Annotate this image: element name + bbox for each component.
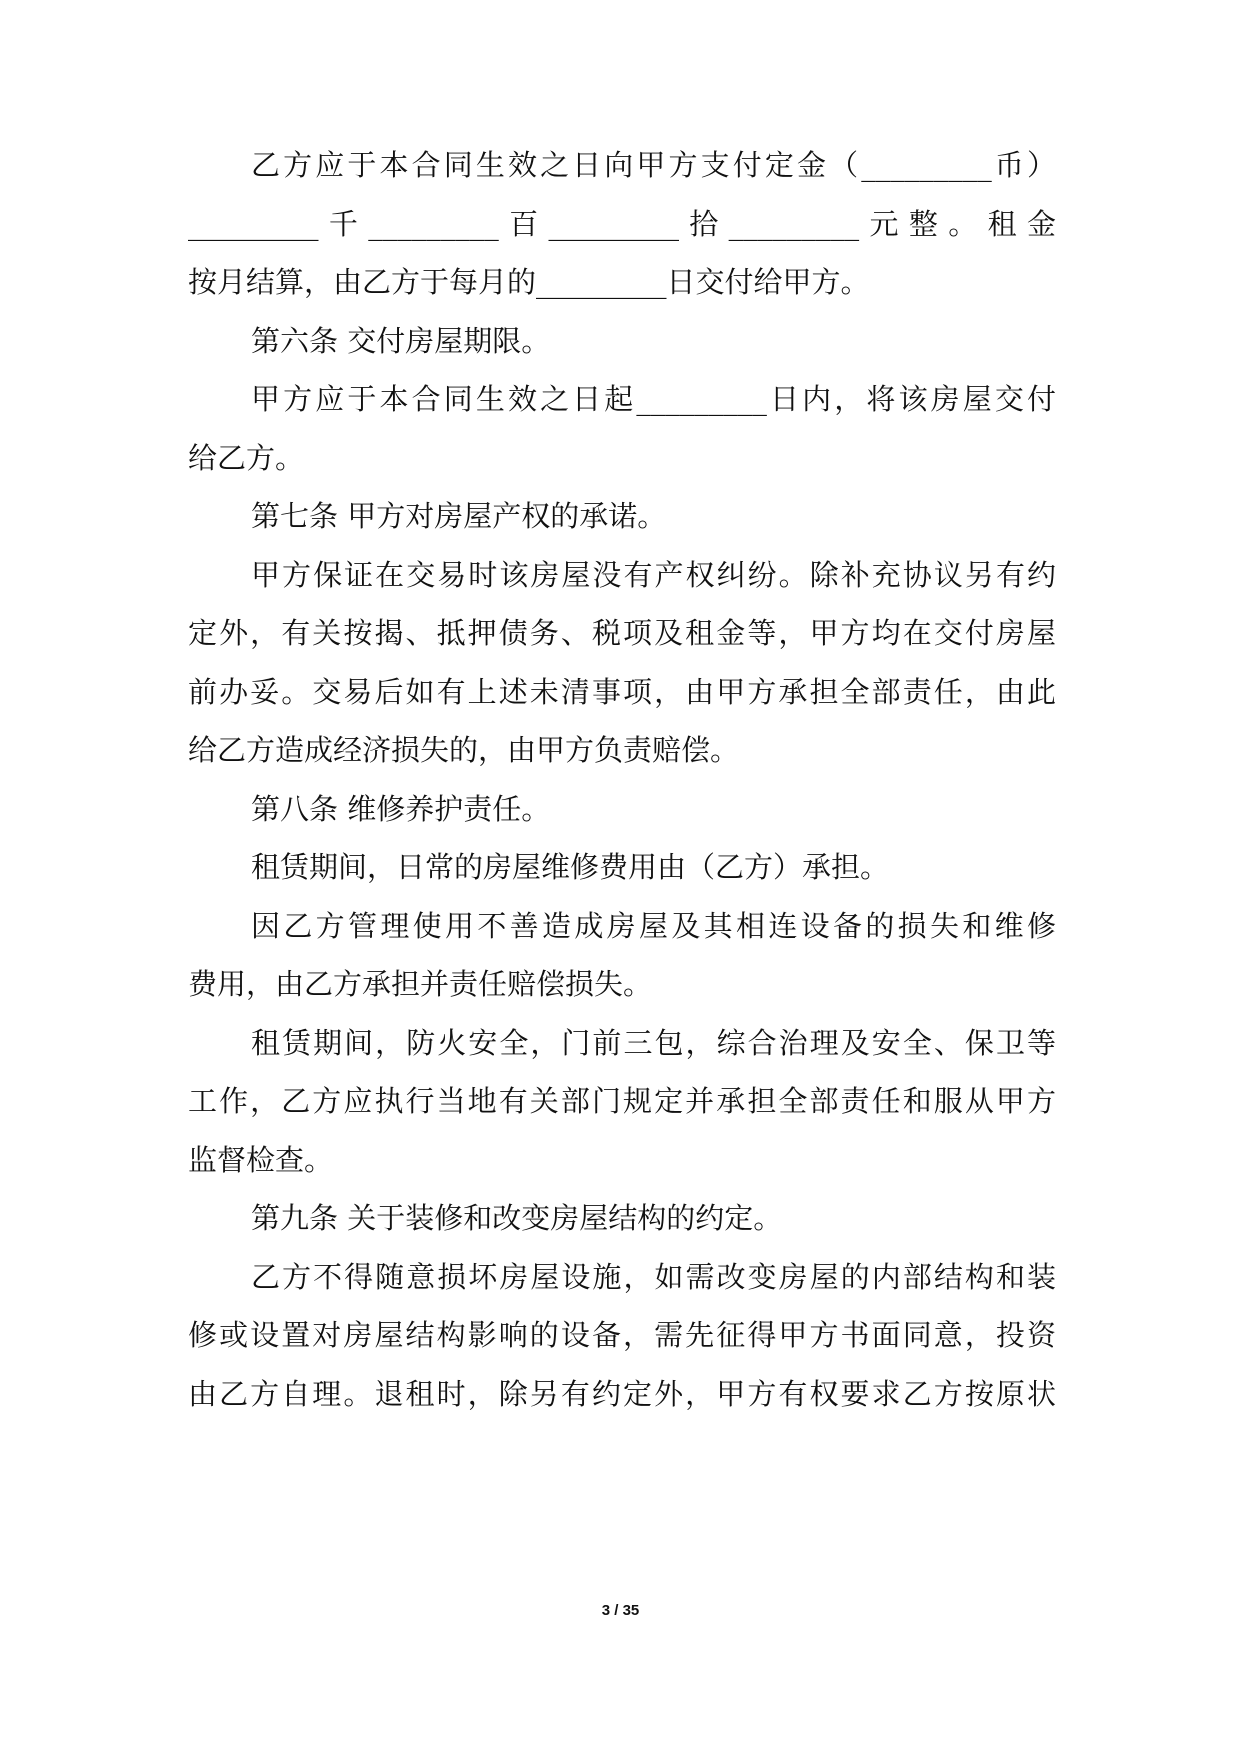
- article-heading: 第七条 甲方对房屋产权的承诺。: [251, 499, 667, 533]
- text-line: 甲方应于本合同生效之日起_________日内，将该房屋交付: [251, 382, 1056, 416]
- text-line: 甲方保证在交易时该房屋没有产权纠纷。除补充协议另有约: [251, 558, 1056, 592]
- text-line: 给乙方造成经济损失的，由甲方负责赔偿。: [188, 733, 740, 767]
- text-line: 租赁期间，防火安全，门前三包，综合治理及安全、保卫等: [251, 1026, 1056, 1060]
- text-line: 因乙方管理使用不善造成房屋及其相连设备的损失和维修: [251, 909, 1056, 943]
- text-line: 由乙方自理。退租时，除另有约定外，甲方有权要求乙方按原状: [188, 1377, 1056, 1411]
- text-line: 租赁期间，日常的房屋维修费用由（乙方）承担。: [251, 850, 890, 884]
- text-line: _________千_________百_________拾_________元整。租金: [188, 207, 1056, 241]
- text-line: 修或设置对房屋结构影响的设备，需先征得甲方书面同意，投资: [188, 1318, 1056, 1352]
- text-line: 定外，有关按揭、抵押债务、税项及租金等，甲方均在交付房屋: [188, 616, 1056, 650]
- text-line: 给乙方。: [188, 441, 305, 475]
- article-heading: 第六条 交付房屋期限。: [251, 324, 551, 358]
- text-line: 费用，由乙方承担并责任赔偿损失。: [188, 967, 653, 1001]
- text-line: 乙方应于本合同生效之日向甲方支付定金（_________币）: [251, 148, 1056, 182]
- text-line: 按月结算，由乙方于每月的_________日交付给甲方。: [188, 265, 870, 299]
- page-number: 3 / 35: [601, 1602, 640, 1619]
- text-line: 工作，乙方应执行当地有关部门规定并承担全部责任和服从甲方: [188, 1084, 1056, 1118]
- text-line: 前办妥。交易后如有上述未清事项，由甲方承担全部责任，由此: [188, 675, 1056, 709]
- article-heading: 第八条 维修养护责任。: [251, 792, 551, 826]
- text-line: 监督检查。: [188, 1143, 334, 1177]
- article-heading: 第九条 关于装修和改变房屋结构的约定。: [251, 1201, 783, 1235]
- text-line: 乙方不得随意损坏房屋设施，如需改变房屋的内部结构和装: [251, 1260, 1056, 1294]
